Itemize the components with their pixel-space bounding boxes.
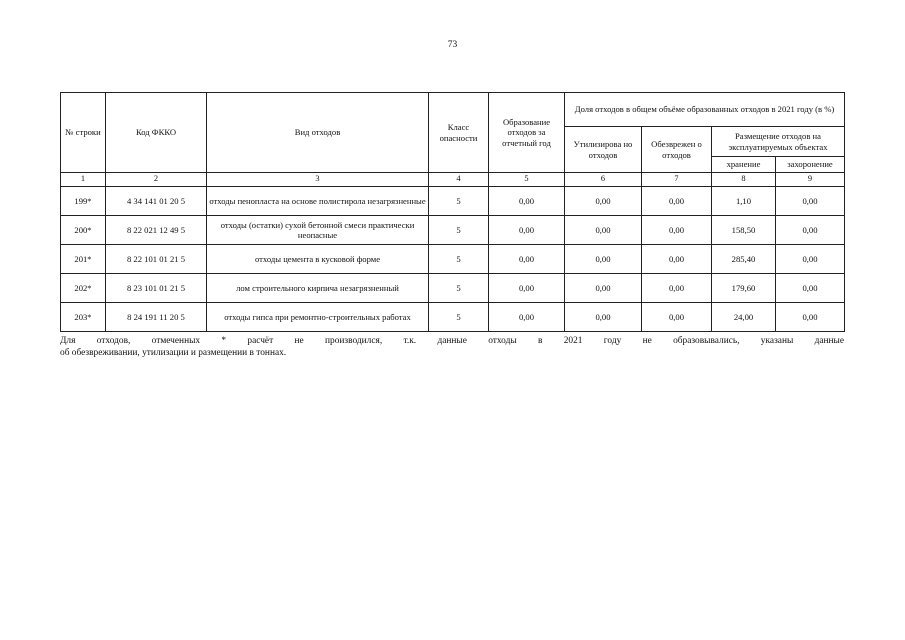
footnote-line-2: об обезвреживании, утилизации и размещении в тоннах.	[60, 348, 287, 359]
cell-hazard: 5	[429, 274, 489, 303]
cell-utilization: 0,00	[565, 187, 642, 216]
header-hazard-class: Класс опасности	[429, 93, 489, 173]
cell-formation: 0,00	[489, 216, 565, 245]
footnote-line-1: Для отходов, отмеченных * расчёт не производился, т.к. данные отходы в 2021 году не образовывались, указаны данные	[60, 336, 844, 346]
cell-formation: 0,00	[489, 245, 565, 274]
cell-neutralized: 0,00	[642, 216, 712, 245]
col-number: 5	[489, 173, 565, 187]
header-neutralized: Обезврежен о отходов	[642, 127, 712, 173]
cell-utilization: 0,00	[565, 274, 642, 303]
header-waste-type: Вид отходов	[207, 93, 429, 173]
header-storage: хранение	[712, 157, 776, 173]
cell-formation: 0,00	[489, 274, 565, 303]
cell-code: 4 34 141 01 20 5	[106, 187, 207, 216]
cell-row-no: 200*	[61, 216, 106, 245]
cell-storage: 285,40	[712, 245, 776, 274]
cell-burial: 0,00	[776, 216, 845, 245]
cell-row-no: 201*	[61, 245, 106, 274]
cell-hazard: 5	[429, 303, 489, 332]
cell-waste-type: отходы гипса при ремонтно-строительных работах	[207, 303, 429, 332]
cell-storage: 179,60	[712, 274, 776, 303]
header-utilization: Утилизирова но отходов	[565, 127, 642, 173]
cell-burial: 0,00	[776, 245, 845, 274]
col-number: 7	[642, 173, 712, 187]
footnote	[60, 335, 844, 359]
cell-neutralized: 0,00	[642, 245, 712, 274]
header-formation: Образование отходов за отчетный год	[489, 93, 565, 173]
cell-neutralized: 0,00	[642, 187, 712, 216]
cell-storage: 24,00	[712, 303, 776, 332]
cell-storage: 158,50	[712, 216, 776, 245]
col-number: 6	[565, 173, 642, 187]
cell-code: 8 22 101 01 21 5	[106, 245, 207, 274]
cell-utilization: 0,00	[565, 216, 642, 245]
cell-utilization: 0,00	[565, 245, 642, 274]
table-row	[61, 216, 845, 245]
cell-neutralized: 0,00	[642, 303, 712, 332]
header-share-group: Доля отходов в общем объёме образованных отходов в 2021 году (в %)	[565, 93, 845, 127]
table-row	[61, 187, 845, 216]
cell-waste-type: отходы пенопласта на основе полистирола незагрязненные	[207, 187, 429, 216]
table-row	[61, 245, 845, 274]
table-row	[61, 274, 845, 303]
table-row	[61, 303, 845, 332]
col-number: 2	[106, 173, 207, 187]
cell-burial: 0,00	[776, 303, 845, 332]
cell-hazard: 5	[429, 216, 489, 245]
col-number: 3	[207, 173, 429, 187]
cell-hazard: 5	[429, 187, 489, 216]
cell-formation: 0,00	[489, 303, 565, 332]
header-code: Код ФККО	[106, 93, 207, 173]
cell-formation: 0,00	[489, 187, 565, 216]
cell-row-no: 202*	[61, 274, 106, 303]
cell-burial: 0,00	[776, 274, 845, 303]
cell-code: 8 23 101 01 21 5	[106, 274, 207, 303]
cell-code: 8 22 021 12 49 5	[106, 216, 207, 245]
col-number: 4	[429, 173, 489, 187]
cell-burial: 0,00	[776, 187, 845, 216]
page-number: 73	[447, 40, 458, 50]
header-row-no: № строки	[61, 93, 106, 173]
col-number: 9	[776, 173, 845, 187]
cell-waste-type: отходы (остатки) сухой бетонной смеси практически неопасные	[207, 216, 429, 245]
header-burial: захоронение	[776, 157, 845, 173]
cell-neutralized: 0,00	[642, 274, 712, 303]
col-number: 1	[61, 173, 106, 187]
cell-utilization: 0,00	[565, 303, 642, 332]
cell-storage: 1,10	[712, 187, 776, 216]
waste-table	[60, 92, 845, 332]
cell-row-no: 199*	[61, 187, 106, 216]
cell-row-no: 203*	[61, 303, 106, 332]
cell-waste-type: лом строительного кирпича незагрязненный	[207, 274, 429, 303]
cell-waste-type: отходы цемента в кусковой форме	[207, 245, 429, 274]
col-number: 8	[712, 173, 776, 187]
cell-hazard: 5	[429, 245, 489, 274]
header-placement-group: Размещение отходов на эксплуатируемых объектах	[712, 127, 845, 157]
cell-code: 8 24 191 11 20 5	[106, 303, 207, 332]
